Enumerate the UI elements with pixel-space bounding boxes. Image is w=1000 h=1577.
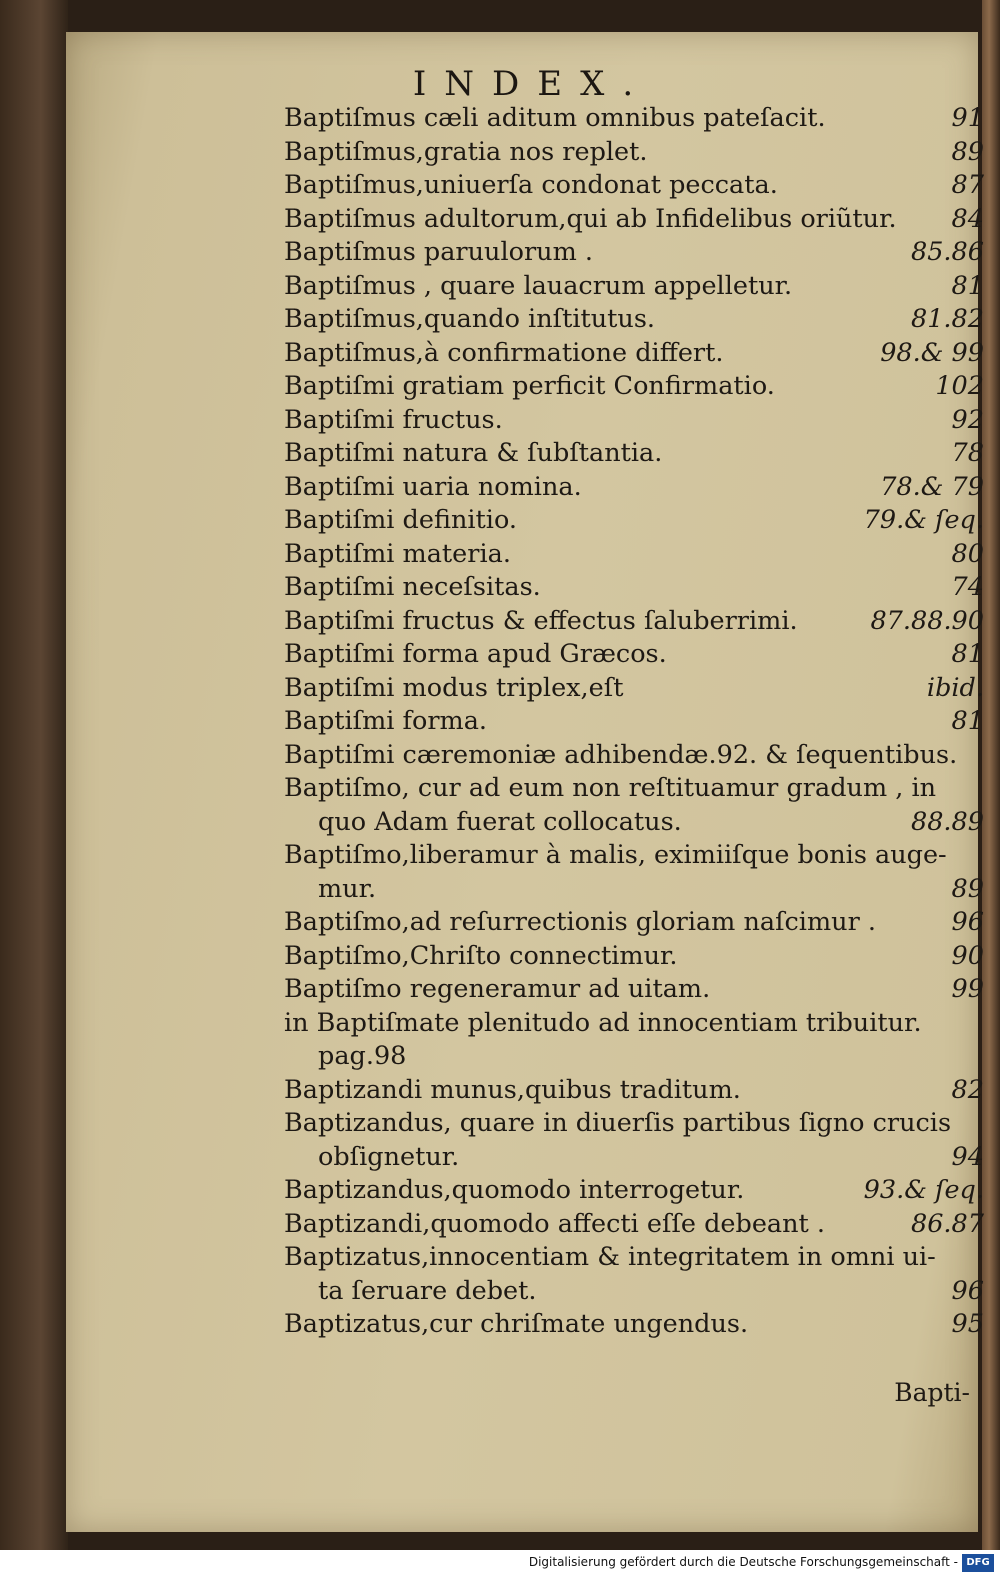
footer-credit: Digitalisierung gefördert durch die Deutsche Forschungsgemeinschaft - bbox=[528, 1555, 958, 1569]
index-entry bbox=[284, 404, 984, 438]
entry-term: pag.98 bbox=[318, 1041, 407, 1071]
index-entry bbox=[284, 1308, 984, 1342]
index-entry bbox=[284, 370, 984, 404]
entry-term: Baptiſmo, cur ad eum non reſtituamur gradum , in bbox=[284, 773, 937, 803]
entry-page-ref: 94 bbox=[951, 1141, 984, 1172]
index-entry bbox=[284, 873, 984, 907]
index-entry bbox=[284, 973, 984, 1007]
index-entry bbox=[284, 1141, 984, 1175]
entry-page-ref: 81 bbox=[951, 270, 984, 301]
entry-term: Baptiſmus adultorum,qui ab Infidelibus oriũtur. bbox=[284, 203, 897, 234]
entry-page-ref: 96 bbox=[951, 907, 984, 937]
entry-page-ref: 81 bbox=[951, 639, 984, 669]
index-entry bbox=[284, 1208, 984, 1242]
index-entry bbox=[284, 303, 984, 337]
index-entry bbox=[284, 806, 984, 840]
entry-term: Baptiſmi gratiam perficit Confirmatio. bbox=[284, 371, 775, 401]
index-entry bbox=[284, 1275, 984, 1309]
index-entry bbox=[284, 1074, 984, 1108]
entry-term: Baptiſmi forma apud Græcos. bbox=[284, 639, 667, 669]
entry-term: in Baptiſmate plenitudo ad innocentiam tribuitur. bbox=[284, 1007, 922, 1038]
entry-page-ref: 93.& ſeq. bbox=[863, 1175, 984, 1205]
entry-term: Baptiſmus,gratia nos replet. bbox=[284, 136, 648, 167]
entry-term: Baptiſmi natura & ſubſtantia. bbox=[284, 438, 663, 468]
entry-page-ref: 102 bbox=[935, 371, 984, 401]
entry-page-ref: 98.& 99 bbox=[880, 337, 984, 368]
entry-term: Baptiſmi materia. bbox=[284, 538, 511, 569]
entry-term: Baptizandus, quare in diuerſis partibus ſigno crucis bbox=[284, 1108, 952, 1138]
entry-term: Baptiſmi fructus. bbox=[284, 404, 503, 435]
dfg-logo: DFG bbox=[962, 1554, 994, 1572]
entry-term: Baptiſmi forma. bbox=[284, 706, 488, 736]
index-entry bbox=[284, 437, 984, 471]
entry-term: Baptizandus,quomodo interrogetur. bbox=[284, 1175, 745, 1205]
index-entry bbox=[284, 337, 984, 371]
entry-page-ref: ibid. bbox=[926, 672, 984, 703]
entry-page-ref: 87 bbox=[951, 170, 984, 200]
index-entry bbox=[284, 672, 984, 706]
index-entry bbox=[284, 1174, 984, 1208]
entry-term: ta ſeruare debet. bbox=[318, 1275, 537, 1306]
index-entry bbox=[284, 270, 984, 304]
entry-page-ref: 92 bbox=[951, 404, 984, 435]
entry-term: Baptiſmi definitio. bbox=[284, 505, 517, 535]
index-entry bbox=[284, 136, 984, 170]
index-entries bbox=[284, 102, 984, 1342]
entry-term: Baptizandi,quomodo affecti eſſe debeant . bbox=[284, 1208, 826, 1239]
index-entry bbox=[284, 906, 984, 940]
entry-page-ref: 80 bbox=[951, 538, 984, 569]
entry-page-ref: 78.& 79 bbox=[880, 471, 984, 502]
index-entry bbox=[284, 940, 984, 974]
index-entry bbox=[284, 772, 984, 806]
book-page bbox=[66, 32, 984, 1532]
entry-page-ref: 96 bbox=[951, 1275, 984, 1306]
index-entry bbox=[284, 203, 984, 237]
index-entry bbox=[284, 538, 984, 572]
index-entry bbox=[284, 705, 984, 739]
entry-term: Baptiſmus , quare lauacrum appelletur. bbox=[284, 270, 793, 301]
entry-term: Baptiſmus paruulorum . bbox=[284, 237, 593, 267]
entry-page-ref: 81.82 bbox=[910, 304, 984, 334]
entry-term: Baptiſmi fructus & effectus ſaluberrimi. bbox=[284, 605, 798, 636]
index-entry bbox=[284, 739, 984, 773]
index-entry bbox=[284, 102, 984, 136]
entry-term: Baptiſmi neceſsitas. bbox=[284, 572, 541, 602]
entry-page-ref: 86.87 bbox=[910, 1208, 984, 1239]
entry-term: Baptiſmo regeneramur ad uitam. bbox=[284, 974, 711, 1004]
entry-page-ref: 78 bbox=[951, 438, 984, 468]
book-binding-left bbox=[0, 0, 68, 1577]
book-binding-right bbox=[982, 0, 1000, 1577]
entry-page-ref: 84 bbox=[951, 203, 984, 234]
entry-page-ref: 87.88.90 bbox=[870, 605, 984, 636]
index-entry bbox=[284, 605, 984, 639]
entry-page-ref: 74 bbox=[951, 572, 984, 602]
index-entry bbox=[284, 1107, 984, 1141]
entry-term: Baptiſmus,quando inſtitutus. bbox=[284, 304, 656, 334]
entry-page-ref: 89 bbox=[951, 136, 984, 167]
index-entry bbox=[284, 1007, 984, 1041]
entry-term: Baptizandi munus,quibus traditum. bbox=[284, 1074, 741, 1105]
index-entry bbox=[284, 236, 984, 270]
index-entry bbox=[284, 1241, 984, 1275]
entry-term: Baptiſmus cæli aditum omnibus pateſacit. bbox=[284, 103, 826, 133]
entry-page-ref: 82 bbox=[951, 1074, 984, 1105]
catchword: Bapti- bbox=[894, 1378, 970, 1407]
digitization-footer bbox=[0, 1550, 1000, 1577]
entry-page-ref: 85.86 bbox=[910, 237, 984, 267]
entry-term: mur. bbox=[318, 873, 377, 904]
entry-term: Baptiſmo,Chriſto connectimur. bbox=[284, 940, 678, 971]
index-entry bbox=[284, 471, 984, 505]
index-entry bbox=[284, 504, 984, 538]
index-entry bbox=[284, 571, 984, 605]
index-entry bbox=[284, 1040, 984, 1074]
entry-page-ref: 99 bbox=[951, 974, 984, 1004]
entry-page-ref: 90 bbox=[951, 940, 984, 971]
index-entry bbox=[284, 169, 984, 203]
entry-term: Baptiſmus,à confirmatione differt. bbox=[284, 337, 724, 368]
entry-term: quo Adam fuerat collocatus. bbox=[318, 806, 682, 837]
entry-term: Baptiſmus,uniuerſa condonat peccata. bbox=[284, 170, 778, 200]
entry-term: Baptizatus,innocentiam & integritatem in omni ui- bbox=[284, 1242, 936, 1272]
entry-page-ref: 95 bbox=[951, 1309, 984, 1339]
entry-page-ref: 89 bbox=[951, 873, 984, 904]
page-header: INDEX. bbox=[412, 64, 652, 104]
entry-term: Baptiſmo,ad reſurrectionis gloriam naſcimur . bbox=[284, 907, 876, 937]
entry-term: Baptiſmi cæremoniæ adhibendæ.92. & ſequentibus. bbox=[284, 739, 958, 770]
entry-term: Baptizatus,cur chriſmate ungendus. bbox=[284, 1309, 749, 1339]
entry-page-ref: 79.& ſeq. bbox=[863, 505, 984, 535]
entry-term: Baptiſmo,liberamur à malis, eximiiſque bonis auge- bbox=[284, 840, 947, 870]
entry-page-ref: 88.89 bbox=[910, 806, 984, 837]
entry-term: Baptiſmi uaria nomina. bbox=[284, 471, 582, 502]
entry-term: Baptiſmi modus triplex,eſt bbox=[284, 672, 624, 703]
entry-term: obſignetur. bbox=[318, 1141, 460, 1172]
index-entry bbox=[284, 839, 984, 873]
index-entry bbox=[284, 638, 984, 672]
entry-page-ref: 81 bbox=[951, 706, 984, 736]
entry-page-ref: 91 bbox=[951, 103, 984, 133]
